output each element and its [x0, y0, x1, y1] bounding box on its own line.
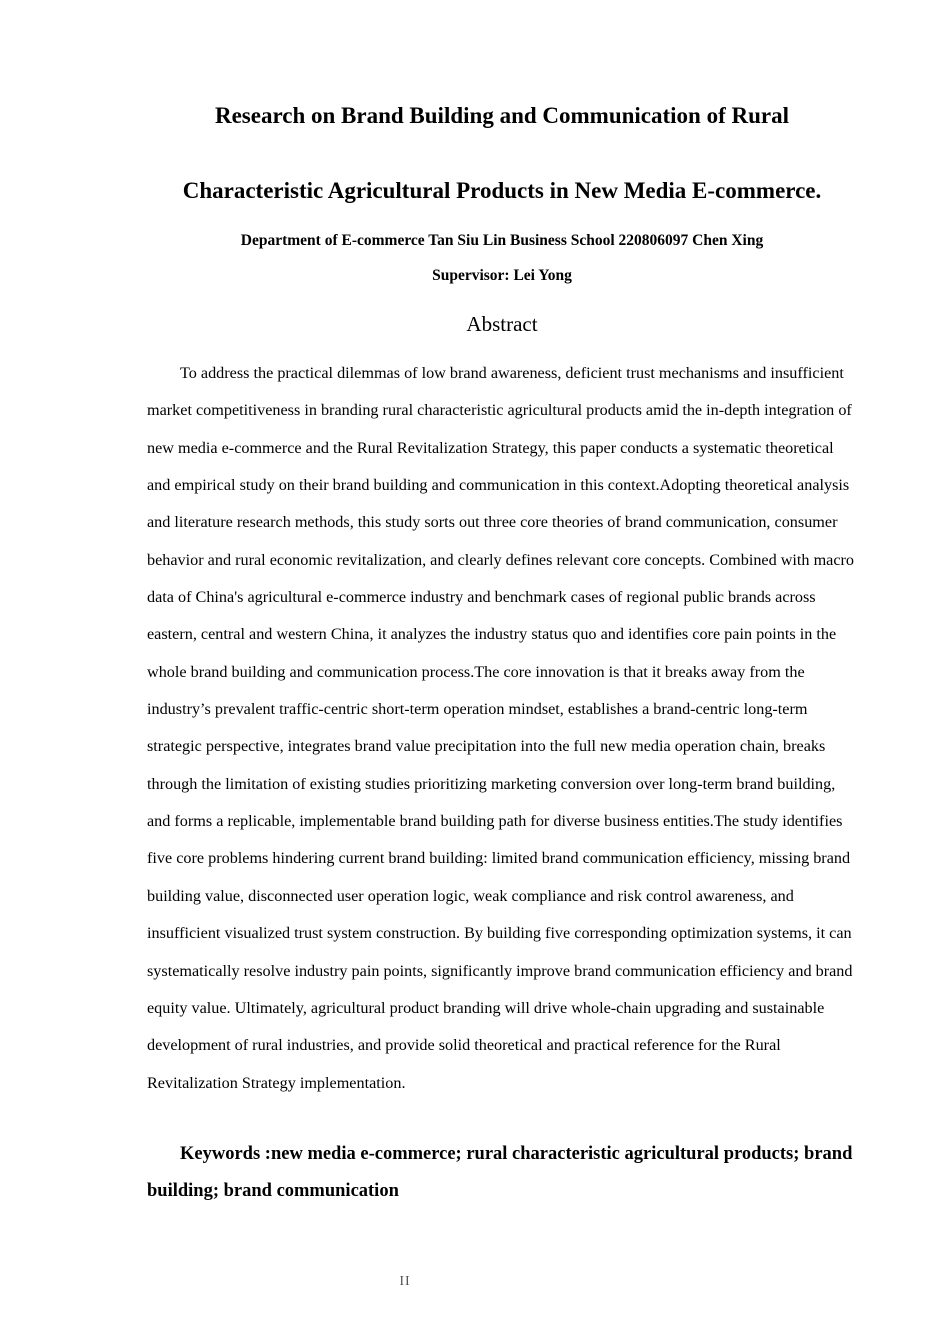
keywords-label: Keywords :	[180, 1144, 271, 1164]
supervisor: Supervisor: Lei Yong	[432, 267, 572, 284]
paper-title-line-1: Research on Brand Building and Communication of Rural	[214, 103, 790, 128]
author-affiliation: Department of E-commerce Tan Siu Lin Business School 220806097 Chen Xing	[240, 232, 764, 249]
abstract-heading: Abstract	[466, 312, 538, 336]
abstract-body: To address the practical dilemmas of low brand awareness, deficient trust mechanisms and insufficient market competitiveness in branding rural characteristic agricultural products amid the in-depth integration of new media e-commerce and the Rural Revitalization Strategy, this paper conducts a systematic theoretical and empirical study on their brand building and communication in this context.Adopting theoretical analysis and literature research methods, this study sorts out three core theories of brand communication, consumer behavior and rural economic revitalization, and clearly defines relevant core concepts. Combined with macro data of China's agricultural e-commerce industry and benchmark cases of regional public brands across eastern, central and western China, it analyzes the industry status quo and identifies core pain points in the whole brand building and communication process.The core innovation is that it breaks away from the industry’s prevalent traffic-centric short-term operation mindset, establishes a brand-centric long-term strategic perspective, integrates brand value precipitation into the full new media operation chain, breaks through the limitation of existing studies prioritizing marketing conversion over long-term brand building, and forms a replicable, implementable brand building path for diverse business entities.The study identifies five core problems hindering current brand building: limited brand communication efficiency, missing brand building value, disconnected user operation logic, weak compliance and risk control awareness, and insufficient visualized trust system construction. By building five corresponding optimization systems, it can systematically resolve industry pain points, significantly improve brand communication efficiency and brand equity value. Ultimately, agricultural product branding will drive whole-chain upgrading and sustainable development of rural industries, and provide solid theoretical and practical reference for the Rural Revitalization Strategy implementation.	[147, 364, 855, 1092]
page-number: II	[399, 1274, 411, 1289]
keywords-paragraph	[147, 1136, 857, 1210]
keywords-list: new media e-commerce; rural characteristic agricultural products; brand building; brand communication	[147, 1144, 853, 1201]
paper-title-line-2: Characteristic Agricultural Products in New Media E-commerce.	[182, 178, 822, 203]
